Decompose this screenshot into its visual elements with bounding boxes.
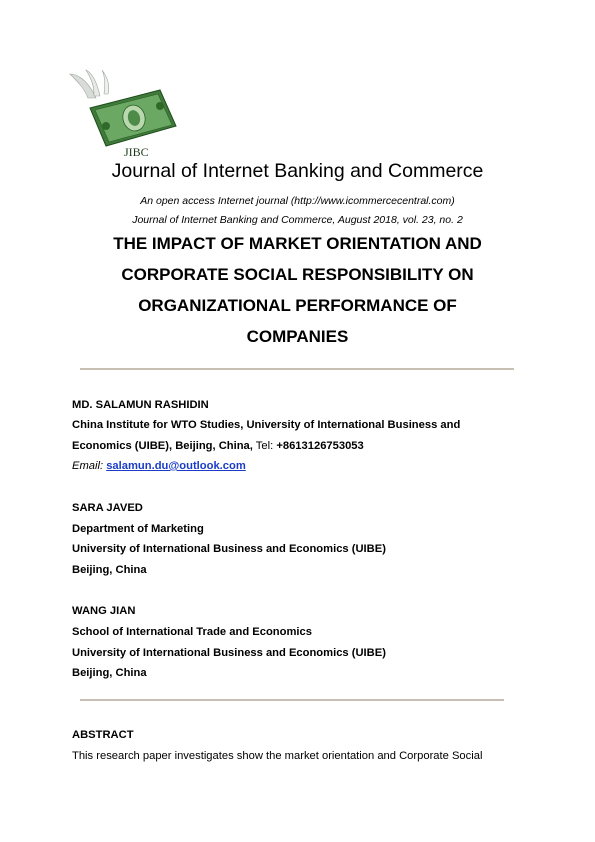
journal-subtitle: An open access Internet journal (http://www.icommercecentral.com) (140, 195, 455, 207)
author-affiliation: Economics (UIBE), Beijing, China, (72, 440, 253, 452)
author-university: University of International Business and Economics (UIBE) (72, 543, 386, 555)
author-name: MD. SALAMUN RASHIDIN (72, 399, 209, 411)
author-name: WANG JIAN (72, 605, 136, 617)
email-link[interactable]: salamun.du@outlook.com (106, 460, 246, 472)
author-affiliation-contact (72, 439, 524, 453)
paper-title-line-1: THE IMPACT OF MARKET ORIENTATION AND (113, 234, 482, 253)
author-department: Department of Marketing (72, 523, 204, 535)
journal-logo (68, 68, 188, 158)
dollar-bill-icon (90, 90, 176, 146)
paper-title-line-4: COMPANIES (246, 327, 349, 346)
paper-title-line-3: ORGANIZATIONAL PERFORMANCE OF (138, 296, 457, 315)
author-location: Beijing, China (72, 564, 147, 576)
wings-icon (70, 70, 109, 98)
telephone: +8613126753053 (276, 440, 364, 452)
journal-citation: Journal of Internet Banking and Commerce, August 2018, vol. 23, no. 2 (132, 214, 463, 226)
author-university: University of International Business and Economics (UIBE) (72, 647, 386, 659)
author-department: School of International Trade and Economics (72, 626, 312, 638)
email-label: Email: (72, 460, 104, 472)
author-affiliation: China Institute for WTO Studies, University of International Business and (72, 419, 461, 431)
author-location: Beijing, China (72, 667, 147, 679)
divider (80, 699, 504, 701)
tel-label: Tel: (252, 440, 277, 452)
logo-text: JIBC (124, 145, 149, 158)
divider (80, 368, 514, 370)
journal-title: Journal of Internet Banking and Commerce (111, 160, 484, 182)
author-email-line (72, 459, 524, 473)
abstract-heading: ABSTRACT (72, 729, 134, 741)
author-name: SARA JAVED (72, 502, 143, 514)
abstract-text: This research paper investigates show the market orientation and Corporate Social (72, 750, 483, 762)
paper-title-line-2: CORPORATE SOCIAL RESPONSIBILITY ON (121, 265, 474, 284)
